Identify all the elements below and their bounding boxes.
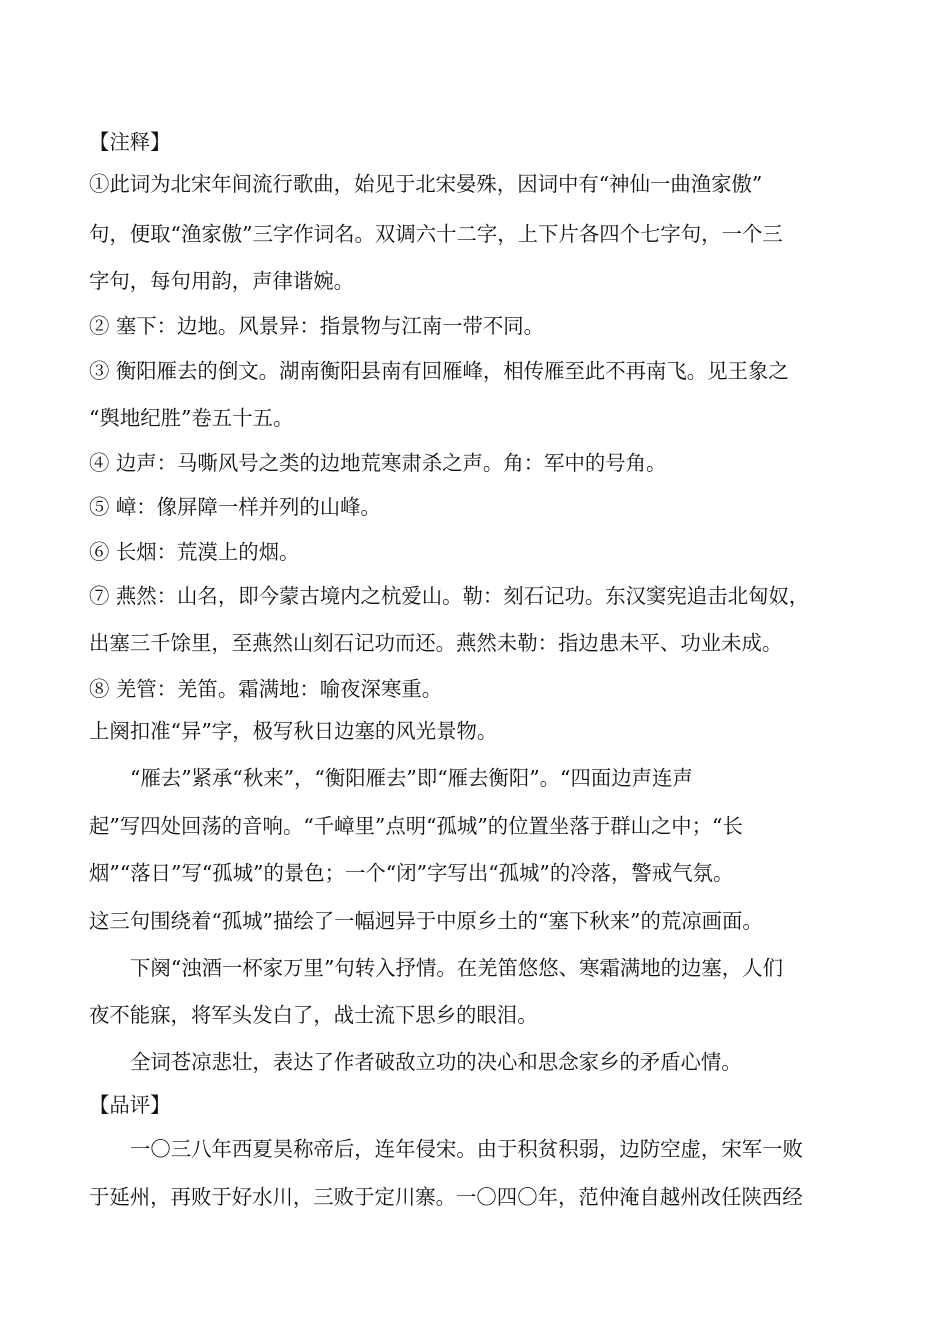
note-3-line-2: “舆地纪胜”卷五十五。 bbox=[89, 406, 294, 430]
note-1-line-2: 句，便取“渔家傲”三字作词名。双调六十二字，上下片各四个七字句，一个三 bbox=[89, 222, 783, 246]
analysis-p2-line-2: 夜不能寐，将军头发白了，战士流下思乡的眼泪。 bbox=[89, 1003, 538, 1027]
note-5: ⑤ 嶂：像屏障一样并列的山峰。 bbox=[89, 495, 381, 519]
analysis-p1-line-3: 烟”“落日”写“孤城”的景色；一个“闭”字写出“孤城”的冷落，警戒气氛。 bbox=[89, 861, 734, 885]
note-7-line-1: ⑦ 燕然：山名，即今蒙古境内之杭爱山。勒：刻石记功。东汉窦宪追击北匈奴， bbox=[89, 584, 810, 608]
review-p1-line-2: 于延州，再败于好水川，三败于定川寨。一〇四〇年，范仲淹自越州改任陕西经 bbox=[89, 1185, 803, 1209]
analysis-intro: 上阕扣准“异”字，极写秋日边塞的风光景物。 bbox=[89, 719, 498, 743]
note-3-line-1: ③ 衡阳雁去的倒文。湖南衡阳县南有回雁峰，相传雁至此不再南飞。见王象之 bbox=[89, 359, 789, 383]
note-2: ② 塞下：边地。风景异：指景物与江南一带不同。 bbox=[89, 314, 545, 338]
note-8: ⑧ 羌管：羌笛。霜满地：喻夜深寒重。 bbox=[89, 677, 443, 701]
review-heading: 【品评】 bbox=[89, 1093, 171, 1117]
analysis-p2-line-1: 下阕“浊酒一杯家万里”句转入抒情。在羌笛悠悠、寒霜满地的边塞，人们 bbox=[130, 956, 783, 980]
note-1-line-1: ①此词为北宋年间流行歌曲，始见于北宋晏殊，因词中有“神仙一曲渔家傲” bbox=[89, 172, 763, 196]
notes-heading: 【注释】 bbox=[89, 130, 171, 154]
review-p1-line-1: 一〇三八年西夏昊称帝后，连年侵宋。由于积贫积弱，边防空虚，宋军一败 bbox=[130, 1137, 803, 1161]
note-1-line-3: 字句，每句用韵，声律谐婉。 bbox=[89, 269, 355, 293]
analysis-p3: 全词苍凉悲壮，表达了作者破敌立功的决心和思念家乡的矛盾心情。 bbox=[130, 1050, 742, 1074]
note-4: ④ 边声：马嘶风号之类的边地荒寒肃杀之声。角：军中的号角。 bbox=[89, 451, 667, 475]
analysis-p1-line-1: “雁去”紧承“秋来”，“衡阳雁去”即“雁去衡阳”。“四面边声连声 bbox=[130, 766, 693, 790]
analysis-p1-line-2: 起”写四处回荡的音响。“千嶂里”点明“孤城”的位置坐落于群山之中；“长 bbox=[89, 814, 743, 838]
analysis-p1-line-4: 这三句围绕着“孤城”描绘了一幅迥异于中原乡土的“塞下秋来”的荒凉画面。 bbox=[89, 909, 763, 933]
note-6: ⑥ 长烟：荒漠上的烟。 bbox=[89, 540, 300, 564]
note-7-line-2: 出塞三千馀里，至燕然山刻石记功而还。燕然未勒：指边患未平、功业未成。 bbox=[89, 631, 783, 655]
